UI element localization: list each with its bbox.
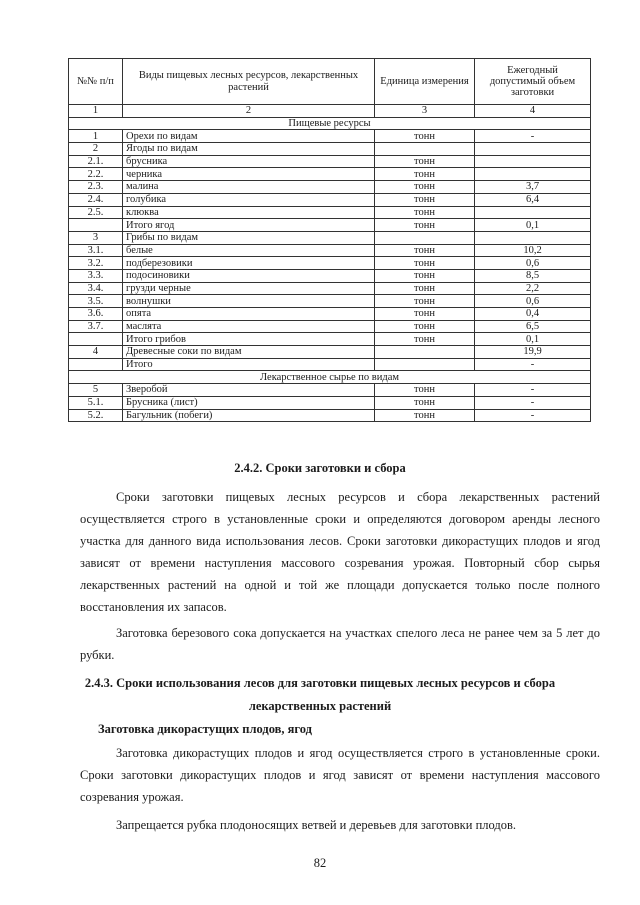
table-row [69,320,591,333]
section-title: Лекарственное сырье по видам [69,371,591,384]
cell-resource: черника [123,168,375,181]
table-row [69,219,591,232]
table-section-row [69,371,591,384]
cell-volume [475,143,591,156]
section-heading-2-4-3-cont: лекарственных растений [248,699,392,713]
cell-number: 5 [69,384,123,397]
cell-volume [475,168,591,181]
table-row [69,308,591,321]
cell-unit: тонн [375,269,475,282]
column-number: 4 [475,105,591,118]
cell-resource: Брусника (лист) [123,396,375,409]
cell-volume: - [475,396,591,409]
paragraph-harvest-terms: Сроки заготовки пищевых лесных ресурсов и сбора лекарственных растений осуществляется строго в установленные сроки и определяются договором аренды лесного участка для данного вида использования лесов. Сроки заготовки дикорастущих плодов и ягод зависят от времени наступления массового созревания урожая. Повторный сбор сырья лекарственных растений на одной и той же площади допускается только после полного восстановления их запасов. [80,490,600,614]
cell-unit: тонн [375,168,475,181]
table-row [69,282,591,295]
table-body [69,117,591,422]
table-row [69,244,591,257]
cell-number: 3.2. [69,257,123,270]
column-number: 1 [69,105,123,118]
cell-number: 2.2. [69,168,123,181]
cell-unit [375,143,475,156]
column-number: 2 [123,105,375,118]
cell-unit [375,346,475,359]
cell-number: 3.6. [69,308,123,321]
cell-unit: тонн [375,244,475,257]
cell-resource: грузди черные [123,282,375,295]
cell-volume: 0,1 [475,219,591,232]
cell-volume: 3,7 [475,181,591,194]
cell-volume [475,206,591,219]
table-row [69,193,591,206]
cell-number: 2.5. [69,206,123,219]
header-annual-volume: Ежегодный допустимый объем заготовки [475,59,591,105]
cell-resource: Итого ягод [123,219,375,232]
cell-resource: опята [123,308,375,321]
cell-number: 3 [69,231,123,244]
table-row [69,168,591,181]
cell-number [69,219,123,232]
header-resource-type: Виды пищевых лесных ресурсов, лекарственных растений [123,59,375,105]
table-row [69,358,591,371]
header-number: №№ п/п [69,59,123,105]
column-number: 3 [375,105,475,118]
table-row [69,206,591,219]
cell-resource: подосиновики [123,269,375,282]
paragraph-wild-fruits: Заготовка дикорастущих плодов и ягод осуществляется строго в установленные сроки. Сроки заготовки дикорастущих плодов и ягод зависят от времени наступления массового созревания урожая. [80,746,600,804]
cell-number: 5.1. [69,396,123,409]
cell-resource: Итого [123,358,375,371]
section-title: Пищевые ресурсы [69,117,591,130]
cell-resource: малина [123,181,375,194]
cell-volume: 0,4 [475,308,591,321]
table-row [69,409,591,422]
table-row [69,130,591,143]
cell-unit: тонн [375,282,475,295]
cell-number: 1 [69,130,123,143]
resources-table [68,58,591,422]
table-row [69,257,591,270]
table-row [69,295,591,308]
cell-volume [475,155,591,168]
paragraph-prohibition: Запрещается рубка плодоносящих ветвей и деревьев для заготовки плодов. [116,818,517,832]
table-row [69,333,591,346]
cell-volume: 8,5 [475,269,591,282]
cell-resource: голубика [123,193,375,206]
cell-resource: Зверобой [123,384,375,397]
cell-number: 3.3. [69,269,123,282]
table-row [69,269,591,282]
cell-unit: тонн [375,409,475,422]
cell-unit: тонн [375,130,475,143]
table-section-row [69,117,591,130]
section-heading-2-4-3: 2.4.3. Сроки использования лесов для заготовки пищевых лесных ресурсов и сбора [84,676,556,690]
cell-resource: брусника [123,155,375,168]
cell-unit: тонн [375,396,475,409]
cell-resource: белые [123,244,375,257]
cell-volume: - [475,409,591,422]
cell-number: 2 [69,143,123,156]
cell-resource: Орехи по видам [123,130,375,143]
column-number-row [69,105,591,118]
cell-unit: тонн [375,295,475,308]
cell-number: 3.7. [69,320,123,333]
cell-resource: клюква [123,206,375,219]
cell-volume: 6,4 [475,193,591,206]
table-row [69,181,591,194]
table-row [69,143,591,156]
cell-volume: 0,6 [475,295,591,308]
cell-unit: тонн [375,219,475,232]
cell-number: 2.3. [69,181,123,194]
page-number: 82 [313,856,327,870]
table-row [69,396,591,409]
cell-number: 4 [69,346,123,359]
cell-volume: 0,1 [475,333,591,346]
table-row [69,346,591,359]
cell-unit: тонн [375,333,475,346]
cell-number: 3.1. [69,244,123,257]
cell-unit [375,231,475,244]
cell-unit: тонн [375,193,475,206]
cell-volume: - [475,130,591,143]
table-row [69,231,591,244]
cell-number [69,358,123,371]
cell-unit: тонн [375,384,475,397]
cell-resource: Багульник (побеги) [123,409,375,422]
cell-resource: подберезовики [123,257,375,270]
cell-number: 2.4. [69,193,123,206]
cell-resource: Древесные соки по видам [123,346,375,359]
cell-resource: Ягоды по видам [123,143,375,156]
table-header-row [69,59,591,105]
cell-volume: 0,6 [475,257,591,270]
cell-volume: 19,9 [475,346,591,359]
cell-unit: тонн [375,181,475,194]
cell-unit: тонн [375,206,475,219]
table-row [69,384,591,397]
paragraph-birch-sap: Заготовка березового сока допускается на участках спелого леса не ранее чем за 5 лет до рубки. [80,626,600,662]
cell-unit: тонн [375,308,475,321]
subheading-wild-fruits: Заготовка дикорастущих плодов, ягод [98,722,312,736]
cell-volume: 2,2 [475,282,591,295]
cell-volume: 6,5 [475,320,591,333]
cell-resource: волнушки [123,295,375,308]
cell-unit [375,358,475,371]
header-unit: Единица измерения [375,59,475,105]
cell-number: 2.1. [69,155,123,168]
cell-number: 5.2. [69,409,123,422]
cell-number [69,333,123,346]
table-row [69,155,591,168]
cell-unit: тонн [375,257,475,270]
cell-resource: Итого грибов [123,333,375,346]
section-heading-2-4-2: 2.4.2. Сроки заготовки и сбора [234,461,406,475]
cell-unit: тонн [375,155,475,168]
cell-number: 3.4. [69,282,123,295]
cell-volume [475,231,591,244]
cell-volume: 10,2 [475,244,591,257]
cell-resource: Грибы по видам [123,231,375,244]
cell-volume: - [475,358,591,371]
cell-number: 3.5. [69,295,123,308]
cell-resource: маслята [123,320,375,333]
cell-unit: тонн [375,320,475,333]
cell-volume: - [475,384,591,397]
